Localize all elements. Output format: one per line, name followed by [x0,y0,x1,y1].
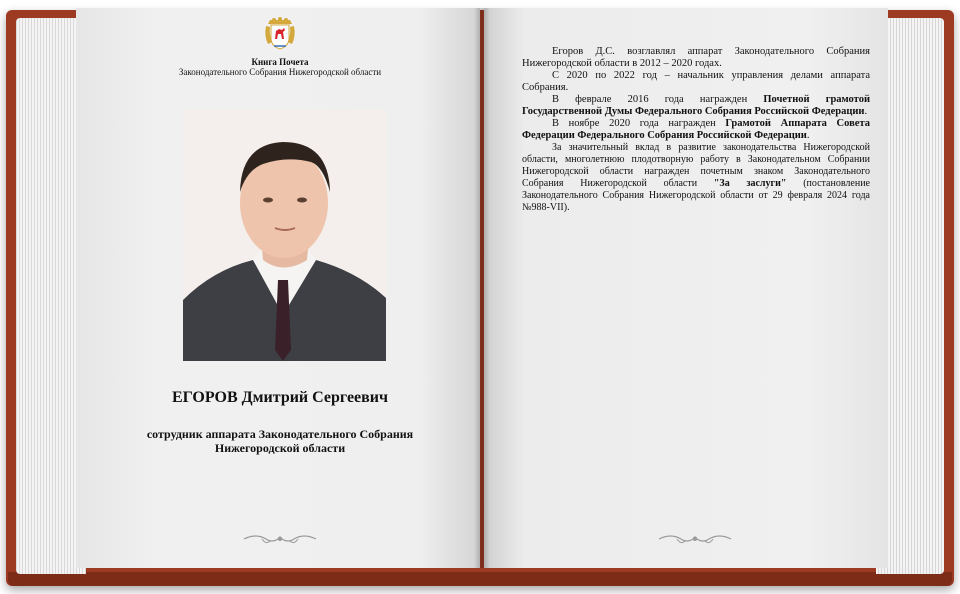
bio-p4-award: Грамотой Аппарата Совета Федерации Федерального Собрания Российской Федерации [522,118,870,141]
bio-p3-award: Почетной грамотой Государственной Думы Федерального Собрания Российской Федерации [522,94,870,117]
portrait-photo [183,110,386,361]
person-name: ЕГОРОВ Дмитрий Сергеевич [171,389,389,406]
flourish-ornament-icon [242,531,318,547]
book-title-line2: Законодательного Собрания Нижегородской области [178,67,382,77]
flourish-ornament-icon [657,531,733,547]
bio-p5-end: (постановление Законодательного Собрания Нижегородской области от 29 февраля 2024 года №988-VII). [522,178,870,213]
book-spine-shadow [474,8,490,568]
bio-p5-award: "За заслуги" [713,178,787,189]
book-title-line1: Книга Почета [251,57,309,67]
person-position [120,427,440,455]
bio-p5-text: За значительный вклад в развитие законодательства Нижегородской области, многолетнюю плодотворную работу в Законодательном Собрании Нижегородской области награжден почетным знаком Законодательного Собрания Нижегородской области [522,142,870,189]
biography-text [522,46,870,214]
bio-paragraph-4 [522,118,870,142]
book-title [120,57,440,77]
nizhny-novgorod-coat-of-arms-icon [262,16,298,52]
book-cover-edge [8,572,952,586]
bio-paragraph-2: С 2020 по 2022 год – начальник управления делами аппарата Собрания. [522,70,870,93]
bio-paragraph-3 [522,94,870,118]
bio-p3-text: В феврале 2016 года награжден [552,94,764,105]
bio-paragraph-1: Егоров Д.С. возглавлял аппарат Законодательного Собрания Нижегородской области в 2012 – 2020 годах. [522,46,870,69]
person-position-line1: сотрудник аппарата Законодательного Собрания [146,427,414,441]
bio-p4-end: . [806,130,810,141]
bio-paragraph-5 [522,142,870,214]
bio-p4-text: В ноябре 2020 года награжден [552,118,726,129]
bio-p3-end: . [864,106,868,117]
person-position-line2: Нижегородской области [214,441,346,455]
